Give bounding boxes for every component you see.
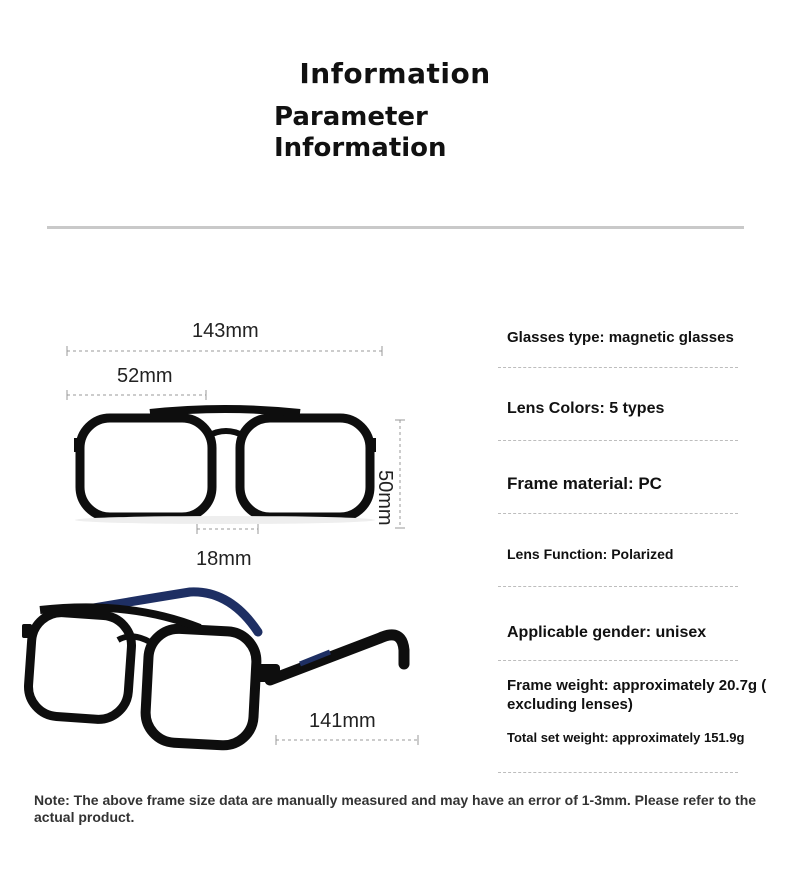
spec-frame-material: Frame material: PC <box>507 474 662 493</box>
page-title: Information <box>299 57 491 90</box>
bridge-width-label: 18mm <box>196 548 252 570</box>
spec-frame-weight-line1: Frame weight: approximately 20.7g ( <box>507 677 767 694</box>
spec-separator <box>498 440 738 441</box>
spec-total-weight: Total set weight: approximately 151.9g <box>507 730 745 745</box>
spec-lens-colors: Lens Colors: 5 types <box>507 400 665 417</box>
lens-width-label: 52mm <box>117 365 173 387</box>
spec-separator <box>498 772 738 773</box>
spec-separator <box>498 367 738 368</box>
spec-separator <box>498 660 738 661</box>
spec-lens-function: Lens Function: Polarized <box>507 546 674 562</box>
measurement-note: Note: The above frame size data are manually measured and may have an error of 1-3mm. Please refer to the actual product. <box>34 792 757 825</box>
spec-separator <box>498 586 738 587</box>
spec-gender: Applicable gender: unisex <box>507 624 707 641</box>
section-subtitle-line1: Parameter <box>274 102 428 132</box>
lens-height-label: 50mm <box>374 470 396 526</box>
spec-separator <box>498 513 738 514</box>
spec-glasses-type: Glasses type: magnetic glasses <box>507 329 734 346</box>
total-width-label: 143mm <box>192 320 259 342</box>
temple-length-label: 141mm <box>309 710 376 732</box>
section-subtitle-line2: Information <box>274 133 447 163</box>
front-view-glasses <box>74 409 376 524</box>
spec-frame-weight-line2: excluding lenses) <box>507 696 633 713</box>
